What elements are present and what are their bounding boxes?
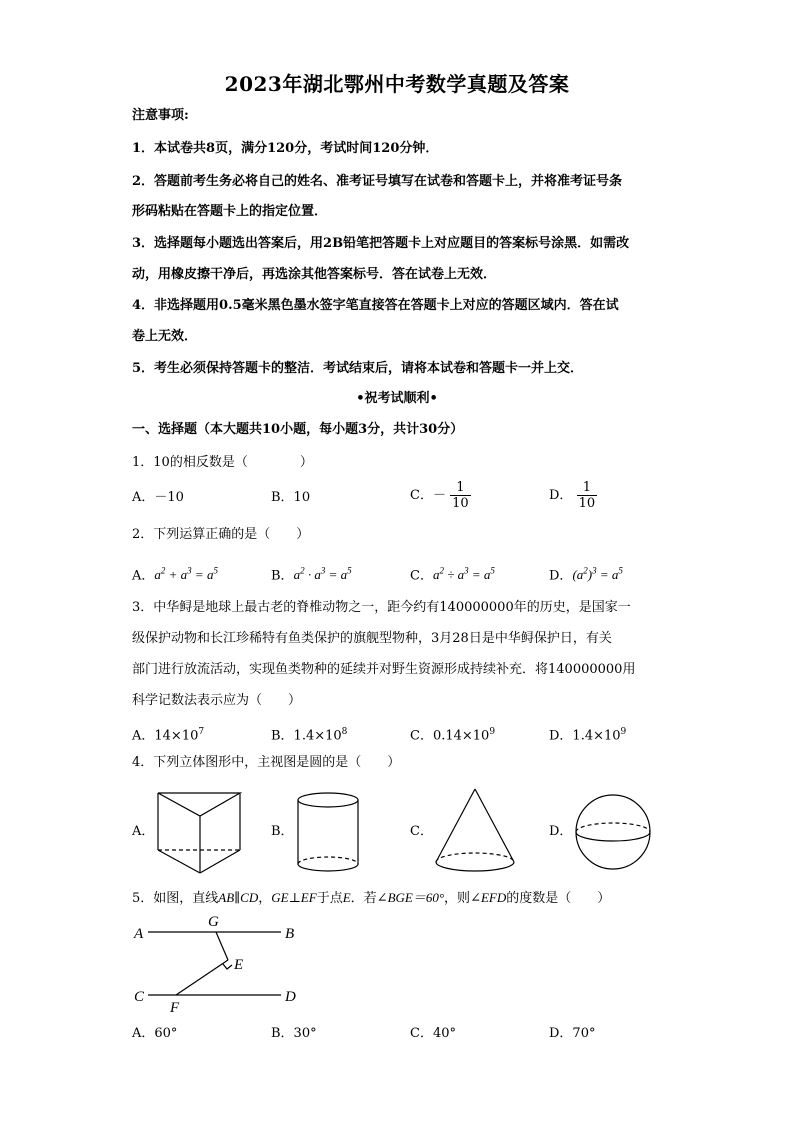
q5-stem-sep: ， [258, 891, 272, 906]
q1-c-denominator: 10 [452, 496, 469, 511]
q1-option-c-label: C．－ [410, 488, 446, 503]
q5-stem [132, 888, 610, 909]
q3-stem-line-4: 科学记数法表示应为（ ） [132, 693, 302, 708]
q5-stem-pre: 5．如图，直线 [132, 891, 219, 906]
segment-ef [176, 960, 228, 995]
notice-item-2: 2．答题前考生务必将自己的姓名、准考证号填写在试卷和答题卡上，并将准考证号条 [132, 174, 623, 189]
q3-b-exponent: 8 [341, 727, 348, 737]
cylinder-figure [294, 790, 362, 876]
q4-option-a-label: A． [132, 824, 155, 839]
q1-option-c-fraction [450, 480, 471, 511]
label-b: B [285, 926, 295, 942]
cone-left-side [436, 789, 475, 862]
q2-option-a [132, 561, 218, 586]
section-heading: 一、选择题（本大题共10小题，每小题3分，共计30分） [132, 422, 464, 437]
q2-b-label: B． [271, 568, 294, 584]
q1-option-a: A．－10 [132, 490, 184, 505]
q1-option-d [549, 480, 597, 511]
q3-option-a [132, 722, 204, 746]
cone-base-back [436, 853, 514, 862]
notice-item-1: 1．本试卷共8页，满分120分，考试时间120分钟． [132, 141, 439, 156]
notice-item-3: 3．选择题每小题选出答案后，用2B铅笔把答题卡上对应题目的答案标号涂黑．如需改 [132, 236, 630, 251]
q4-option-b-label: B． [271, 824, 294, 839]
q5-point-e: E [342, 890, 351, 905]
sphere-equator-front [576, 832, 650, 841]
sphere-equator-back [576, 823, 650, 832]
q1-option-c [410, 480, 471, 511]
q5-target-angle: ∠EFD [470, 890, 507, 905]
q3-c-exponent: 9 [489, 727, 496, 737]
q2-d-formula: $(a^2)^3 = a^5$ [572, 566, 623, 583]
cone-figure [432, 786, 518, 878]
prism-bottom-left-edge [158, 850, 200, 873]
q5-stem-at-point: 于点 [316, 891, 343, 906]
q2-c-formula: $a^2 \div a^3 = a^5$ [432, 566, 495, 583]
q2-option-b [271, 561, 352, 586]
q3-option-c [410, 722, 495, 746]
label-e: E [234, 957, 244, 973]
q5-option-c: C．40° [410, 1026, 456, 1041]
q5-stem-then: ，则 [444, 891, 471, 906]
q5-parallel: AB∥CD [218, 890, 259, 905]
q1-option-b: B．10 [271, 490, 311, 505]
q2-option-c [410, 561, 495, 586]
q2-option-d [549, 561, 623, 586]
q5-given-angle: ∠BGE＝60° [376, 890, 445, 905]
q3-d-exponent: 9 [620, 727, 627, 737]
q5-option-b: B．30° [271, 1026, 317, 1041]
q3-stem-line-3: 部门进行放流活动，实现鱼类物种的延续并对野生资源形成持续补充．将140000000用 [132, 662, 636, 677]
q3-stem-line-2: 级保护动物和长江珍稀特有鱼类保护的旗舰型物种，3月28日是中华鲟保护日，有关 [132, 631, 612, 646]
notice-item-4: 4．非选择题用0.5毫米黑色墨水签字笔直接答在答题卡上对应的答题区域内．答在试 [132, 298, 619, 313]
q1-option-d-fraction [577, 480, 598, 511]
parallel-lines-diagram [128, 908, 308, 1020]
q2-c-label: C． [410, 568, 433, 584]
notice-item-2-cont: 形码粘贴在答题卡上的指定位置． [132, 204, 328, 219]
q1-option-d-label: D． [549, 488, 573, 503]
q3-b-text: B．1.4×10 [271, 728, 342, 744]
q5-perpendicular: GE⊥EF [271, 890, 317, 905]
q4-stem: 4．下列立体图形中，主视图是圆的是（ ） [132, 755, 401, 770]
q3-a-exponent: 7 [198, 727, 205, 737]
q3-option-d [549, 722, 626, 746]
q5-stem-if: ．若 [350, 891, 377, 906]
cone-right-side [475, 789, 514, 862]
notice-item-3-cont: 动，用橡皮擦干净后，再选涂其他答案标号．答在试卷上无效． [132, 267, 497, 282]
label-d: D [285, 989, 296, 1005]
triangular-prism-figure [155, 790, 245, 876]
cone-base-front [436, 862, 514, 871]
q4-option-c-label: C． [410, 824, 433, 839]
cylinder-bottom-front [298, 864, 358, 871]
right-angle-mark [223, 964, 232, 969]
sphere-figure [573, 792, 653, 872]
q1-d-numerator: 1 [577, 480, 598, 496]
label-c: C [134, 989, 145, 1005]
q2-a-formula: $a^2 + a^3 = a^5$ [154, 566, 218, 583]
page-title: 2023年湖北鄂州中考数学真题及答案 [224, 72, 570, 96]
q3-option-b [271, 722, 347, 746]
notice-item-5: 5．考生必须保持答题卡的整洁．考试结束后，请将本试卷和答题卡一并上交． [132, 361, 584, 376]
q1-d-denominator: 10 [578, 496, 596, 511]
q3-stem-line-1: 3．中华鲟是地球上最古老的脊椎动物之一，距今约有140000000年的历史，是国家一 [132, 600, 631, 615]
prism-bottom-right-edge [200, 850, 240, 873]
q5-stem-end: 的度数是（ ） [506, 891, 611, 906]
q3-a-text: A．14×10 [132, 728, 199, 744]
cylinder-top-ellipse [298, 793, 358, 807]
q3-d-text: D．1.4×10 [549, 728, 621, 744]
notice-heading: 注意事项: [132, 108, 189, 123]
q1-c-numerator: 1 [450, 480, 471, 496]
q2-d-label: D． [549, 568, 573, 584]
q5-option-d: D．70° [549, 1026, 596, 1041]
q2-b-formula: $a^2 \cdot a^3 = a^5$ [293, 566, 352, 583]
sphere-outline [576, 795, 650, 869]
label-g: G [208, 914, 219, 930]
q5-option-a: A．60° [132, 1026, 178, 1041]
label-f: F [170, 1000, 180, 1016]
q3-c-text: C．0.14×10 [410, 728, 490, 744]
label-a: A [134, 926, 144, 942]
q1-stem: 1．10的相反数是（ ） [132, 455, 313, 470]
prism-top-face [158, 793, 240, 816]
q2-a-label: A． [132, 568, 155, 584]
segment-ge [216, 932, 228, 960]
notice-item-4-cont: 卷上无效． [132, 329, 198, 344]
q4-option-d-label: D． [549, 824, 573, 839]
cylinder-bottom-back [298, 857, 358, 864]
q2-stem: 2．下列运算正确的是（ ） [132, 527, 310, 542]
wish-line: •祝考试顺利• [356, 391, 438, 406]
